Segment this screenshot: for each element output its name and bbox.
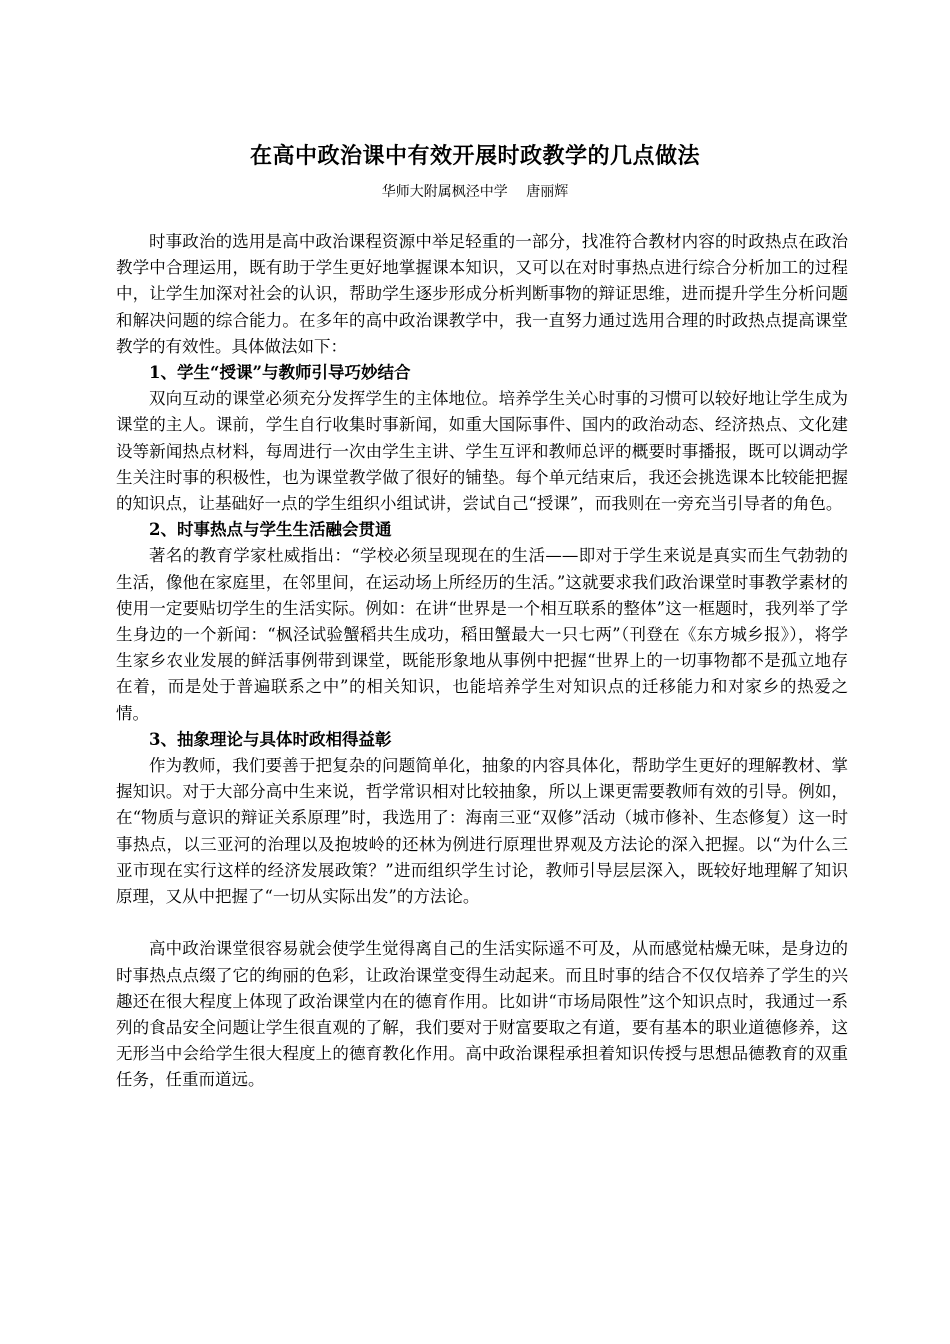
document-body <box>116 229 848 1094</box>
section-heading-2: 2、时事热点与学生生活融会贯通 <box>149 520 392 540</box>
section-paragraph-3: 作为教师，我们要善于把复杂的问题简单化，抽象的内容具体化，帮助学生更好的理解教材、掌握知识。对于大部分高中生来说，哲学常识相对比较抽象，所以上课更需要教师有效的引导。例如，在“物质与意识的辩证关系原理”时，我选用了：海南三亚“双修”活动（城市修补、生态修复）这一时事热点，以三亚河的治理以及抱坡岭的还林为例进行原理世界观及方法论的深入把握。以“为什么三亚市现在实行这样的经济发展政策？”进而组织学生讨论，教师引导层层深入，既较好地理解了知识原理，又从中把握了“一切从实际出发”的方法论。 <box>116 756 848 907</box>
document-title: 在高中政治课中有效开展时政教学的几点做法 <box>249 143 700 169</box>
section-heading-3: 3、抽象理论与具体时政相得益彰 <box>149 729 392 749</box>
section-paragraph-1: 双向互动的课堂必须充分发挥学生的主体地位。培养学生关心时事的习惯可以较好地让学生成为课堂的主人。课前，学生自行收集时事新闻，如重大国际事件、国内的政治动态、经济热点、文化建设等新闻热点材料，每周进行一次由学生主讲、学生互评和教师总评的概要时事播报，既可以调动学生关注时事的积极性，也为课堂教学做了很好的铺垫。每个单元结束后，我还会挑选课本比较能把握的知识点，让基础好一点的学生组织小组试讲，尝试自己“授课”，而我则在一旁充当引导者的角色。 <box>116 389 848 514</box>
section-heading-1: 1、学生“授课”与教师引导巧妙结合 <box>149 363 411 383</box>
intro-paragraph: 时事政治的选用是高中政治课程资源中举足轻重的一部分，找准符合教材内容的时政热点在政治教学中合理运用，既有助于学生更好地掌握课本知识，又可以在对时事热点进行综合分析加工的过程中，让学生加深对社会的认识，帮助学生逐步形成分析判断事物的辩证思维，进而提升学生分析问题和解决问题的综合能力。在多年的高中政治课教学中，我一直努力通过选用合理的时政热点提高课堂教学的有效性。具体做法如下： <box>116 232 848 356</box>
conclusion-paragraph: 高中政治课堂很容易就会使学生觉得离自己的生活实际遥不可及，从而感觉枯燥无味，是身边的时事热点点缀了它的绚丽的色彩，让政治课堂变得生动起来。而且时事的结合不仅仅培养了学生的兴趣还在很大程度上体现了政治课堂内在的德育作用。比如讲“市场局限性”这个知识点时，我通过一系列的食品安全问题让学生很直观的了解，我们要对于财富要取之有道，要有基本的职业道德修养，这无形当中会给学生很大程度上的德育教化作用。高中政治课程承担着知识传授与思想品德教育的双重任务，任重而道远。 <box>116 939 848 1090</box>
document-author: 华师大附属枫泾中学 唐丽辉 <box>381 184 569 200</box>
section-paragraph-2: 著名的教育学家杜威指出：“学校必须呈现现在的生活——即对于学生来说是真实而生气勃勃的生活，像他在家庭里，在邻里间，在运动场上所经历的生活。”这就要求我们政治课堂时事教学素材的使用一定要贴切学生的生活实际。例如：在讲“世界是一个相互联系的整体”这一框题时，我列举了学生身边的一个新闻：“枫泾试验蟹稻共生成功，稻田蟹最大一只七两”（刊登在《东方城乡报》），将学生家乡农业发展的鲜活事例带到课堂，既能形象地从事例中把握“世界上的一切事物都不是孤立地存在着，而是处于普遍联系之中”的相关知识，也能培养学生对知识点的迁移能力和对家乡的热爱之情。 <box>116 546 848 723</box>
paragraph-spacer <box>116 910 848 936</box>
